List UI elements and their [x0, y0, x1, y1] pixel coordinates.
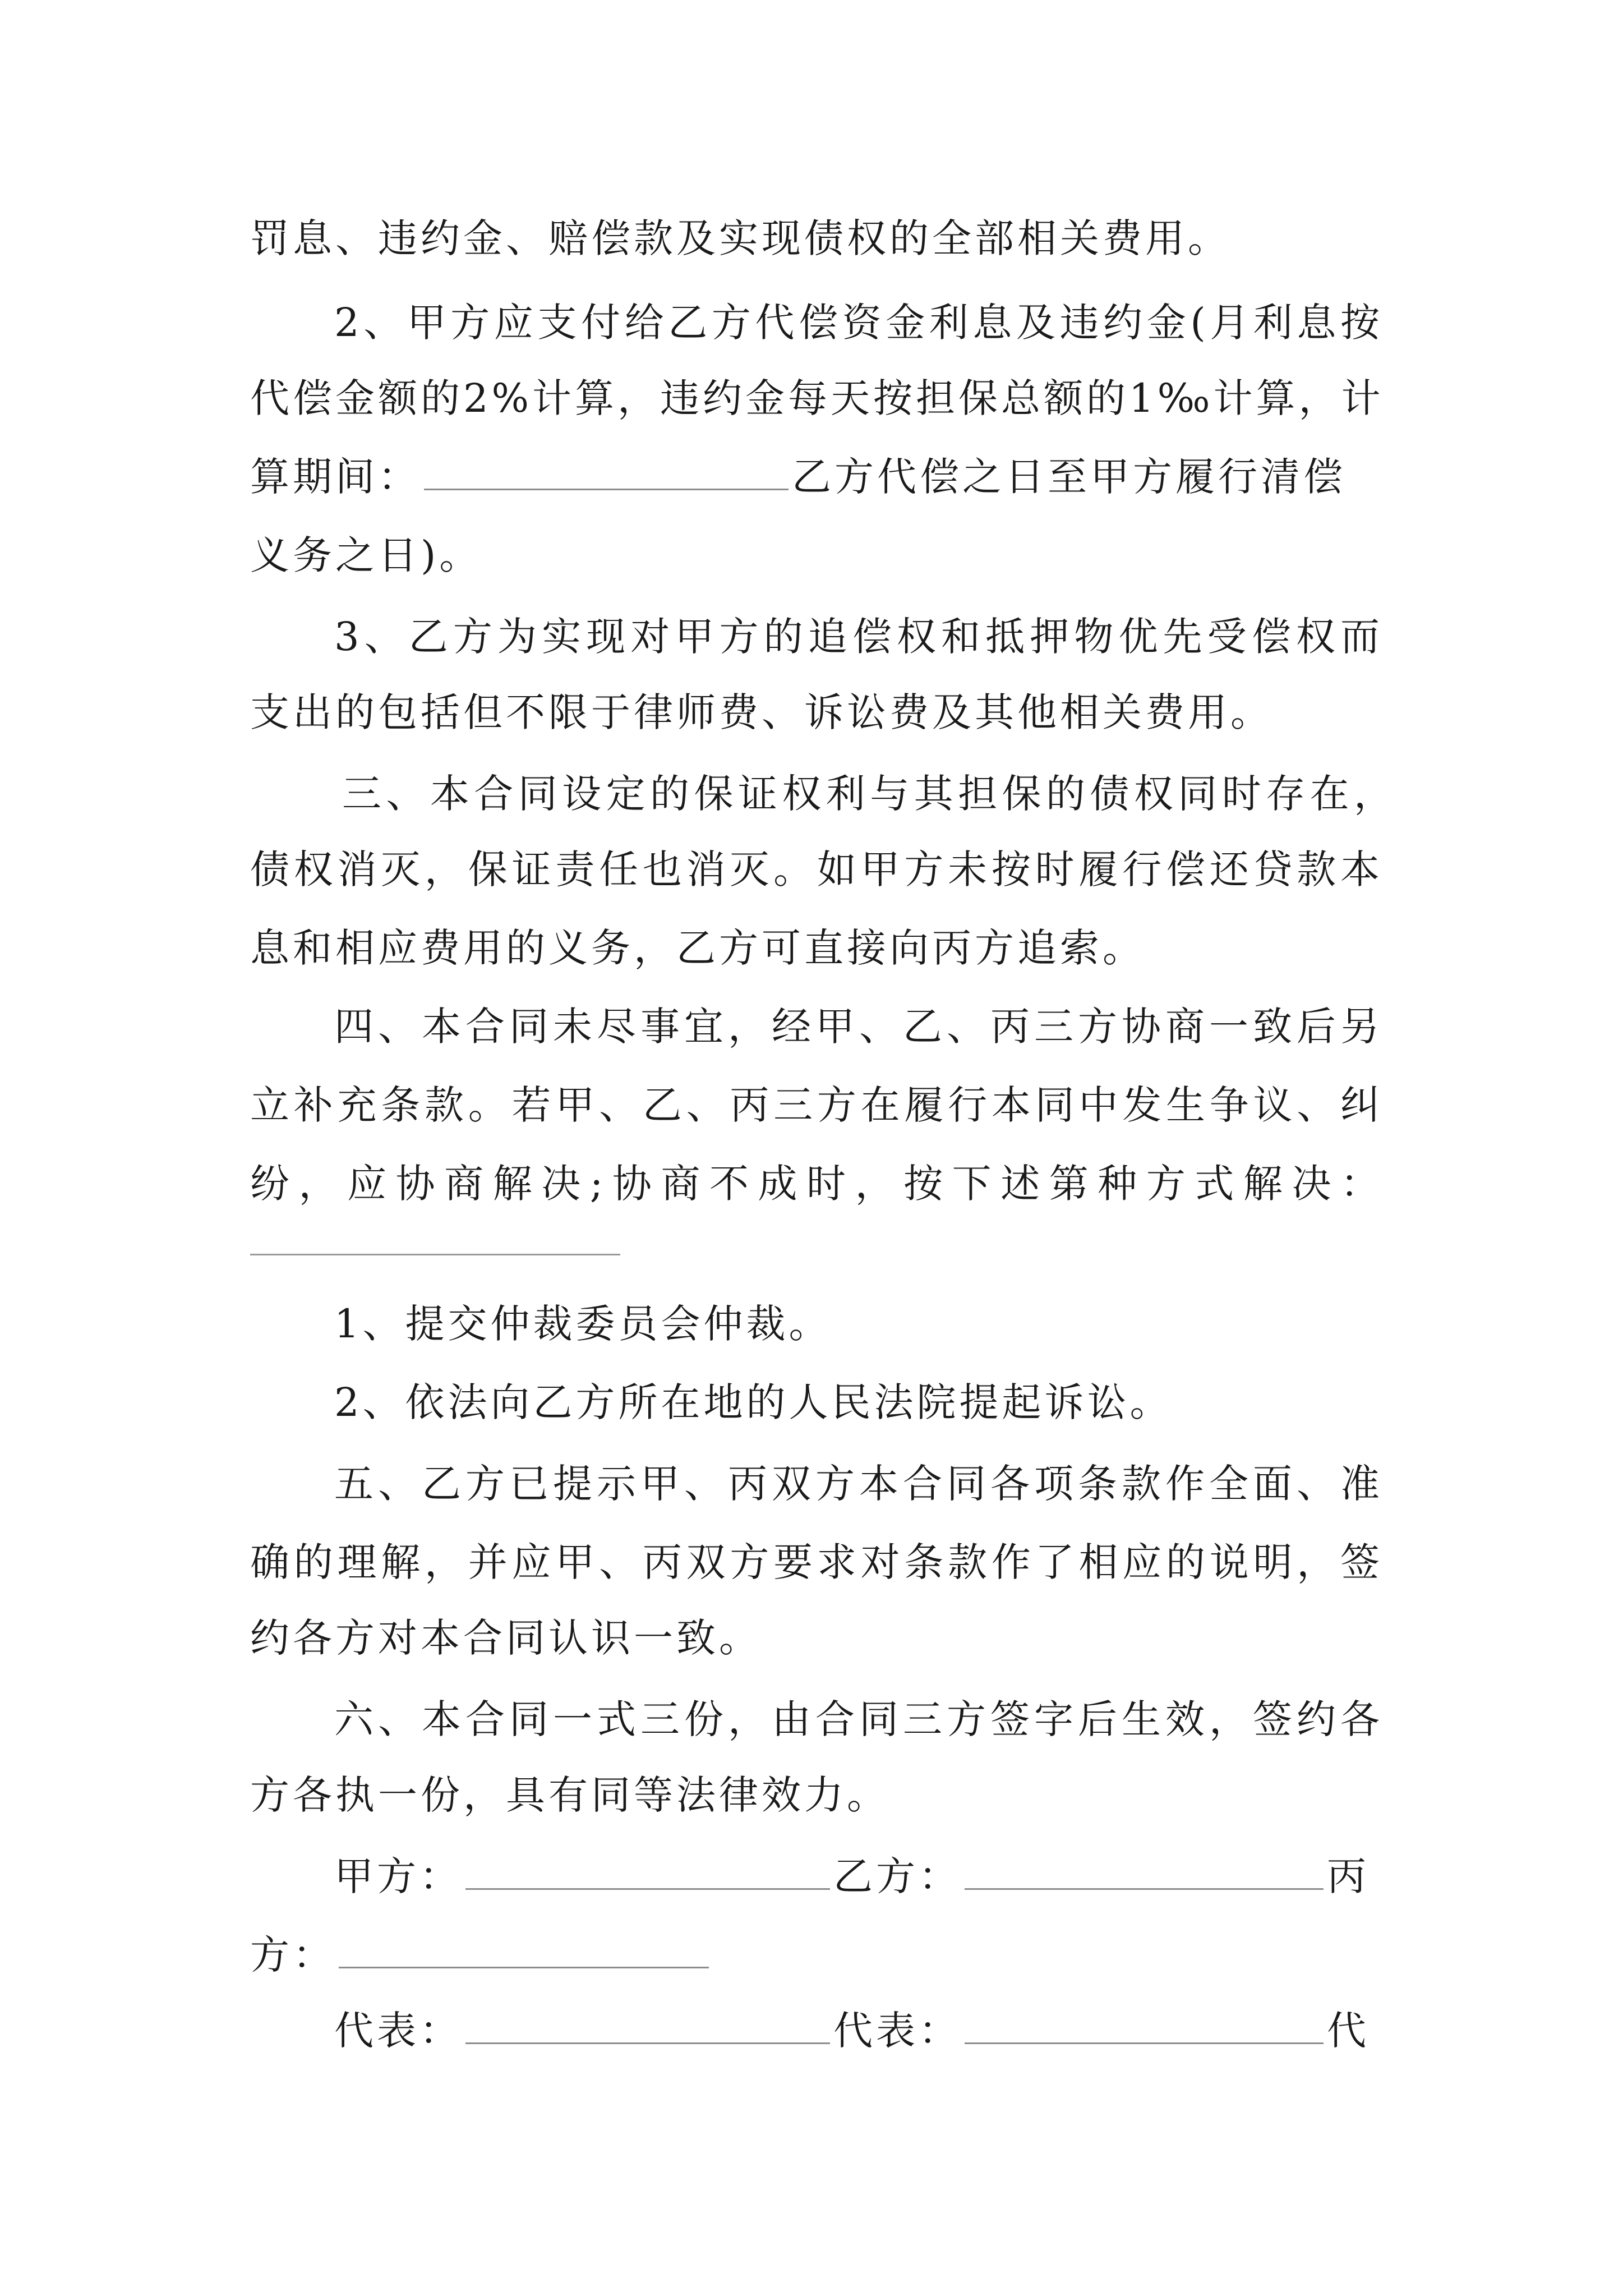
- party-c-label: 丙: [1327, 1853, 1370, 1899]
- paragraph-line: 义务之日)。: [250, 532, 482, 578]
- party-c-signature-field[interactable]: [339, 1933, 709, 1968]
- signature-row-party-c: [250, 1927, 1383, 1983]
- paragraph-line: 2、依法向乙方所在地的人民法院提起诉讼。: [334, 1379, 1173, 1425]
- paragraph-line: 四、本合同未尽事宜，经甲、乙、丙三方协商一致后另: [334, 1004, 1383, 1050]
- party-a-signature-field[interactable]: [465, 1855, 830, 1890]
- party-c-label-cont: 方：: [250, 1932, 335, 1978]
- paragraph-line: 支出的包括但不限于律师费、诉讼费及其他相关费用。: [250, 689, 1273, 735]
- signature-row-representatives: [334, 2003, 1383, 2059]
- party-b-label: 乙方：: [833, 1853, 961, 1899]
- paragraph-line: 1、提交仲裁委员会仲裁。: [334, 1301, 832, 1347]
- paragraph-line: 2、甲方应支付给乙方代偿资金利息及违约金(月利息按: [334, 300, 1383, 346]
- rep-a-label: 代表：: [334, 2008, 462, 2054]
- rep-b-label: 代表：: [833, 2008, 961, 2054]
- paragraph-line: 息和相应费用的义务，乙方可直接向丙方追索。: [250, 925, 1145, 971]
- paragraph-line: 代偿金额的2%计算，违约金每天按担保总额的1‰计算，计: [250, 375, 1384, 421]
- paragraph-line: 五、乙方已提示甲、丙双方本合同各项条款作全面、准: [334, 1461, 1383, 1507]
- paragraph-line: 约各方对本合同认识一致。: [250, 1615, 762, 1661]
- party-a-label: 甲方：: [334, 1853, 462, 1899]
- fill-in-blank[interactable]: [424, 455, 789, 490]
- paragraph-line: 债权消灭，保证责任也消灭。如甲方未按时履行偿还贷款本: [250, 846, 1383, 892]
- fill-in-blank[interactable]: [250, 1254, 620, 1255]
- paragraph-line-with-blank: [250, 449, 1383, 505]
- text-segment: 算期间：: [250, 454, 421, 500]
- text-segment: 乙方代偿之日至甲方履行清偿: [792, 454, 1346, 500]
- party-b-signature-field[interactable]: [965, 1855, 1324, 1890]
- paragraph-line: 立补充条款。若甲、乙、丙三方在履行本同中发生争议、纠: [250, 1082, 1383, 1128]
- paragraph-line: 3、乙方为实现对甲方的追偿权和抵押物优先受偿权而: [334, 614, 1383, 660]
- rep-a-signature-field[interactable]: [465, 2009, 830, 2044]
- paragraph-line: 纷，应协商解决;协商不成时，按下述第种方式解决：: [250, 1161, 1383, 1207]
- paragraph-line: 罚息、违约金、赔偿款及实现债权的全部相关费用。: [250, 215, 1230, 261]
- paragraph-line: 方各执一份，具有同等法律效力。: [250, 1772, 889, 1818]
- rep-c-label: 代: [1327, 2008, 1370, 2054]
- signature-row-parties: [334, 1848, 1383, 1904]
- paragraph-line: 三、本合同设定的保证权利与其担保的债权同时存在，: [342, 771, 1396, 817]
- paragraph-line: 确的理解，并应甲、丙双方要求对条款作了相应的说明，签: [250, 1539, 1383, 1585]
- paragraph-line: 六、本合同一式三份，由合同三方签字后生效，签约各: [334, 1696, 1383, 1742]
- rep-b-signature-field[interactable]: [965, 2009, 1324, 2044]
